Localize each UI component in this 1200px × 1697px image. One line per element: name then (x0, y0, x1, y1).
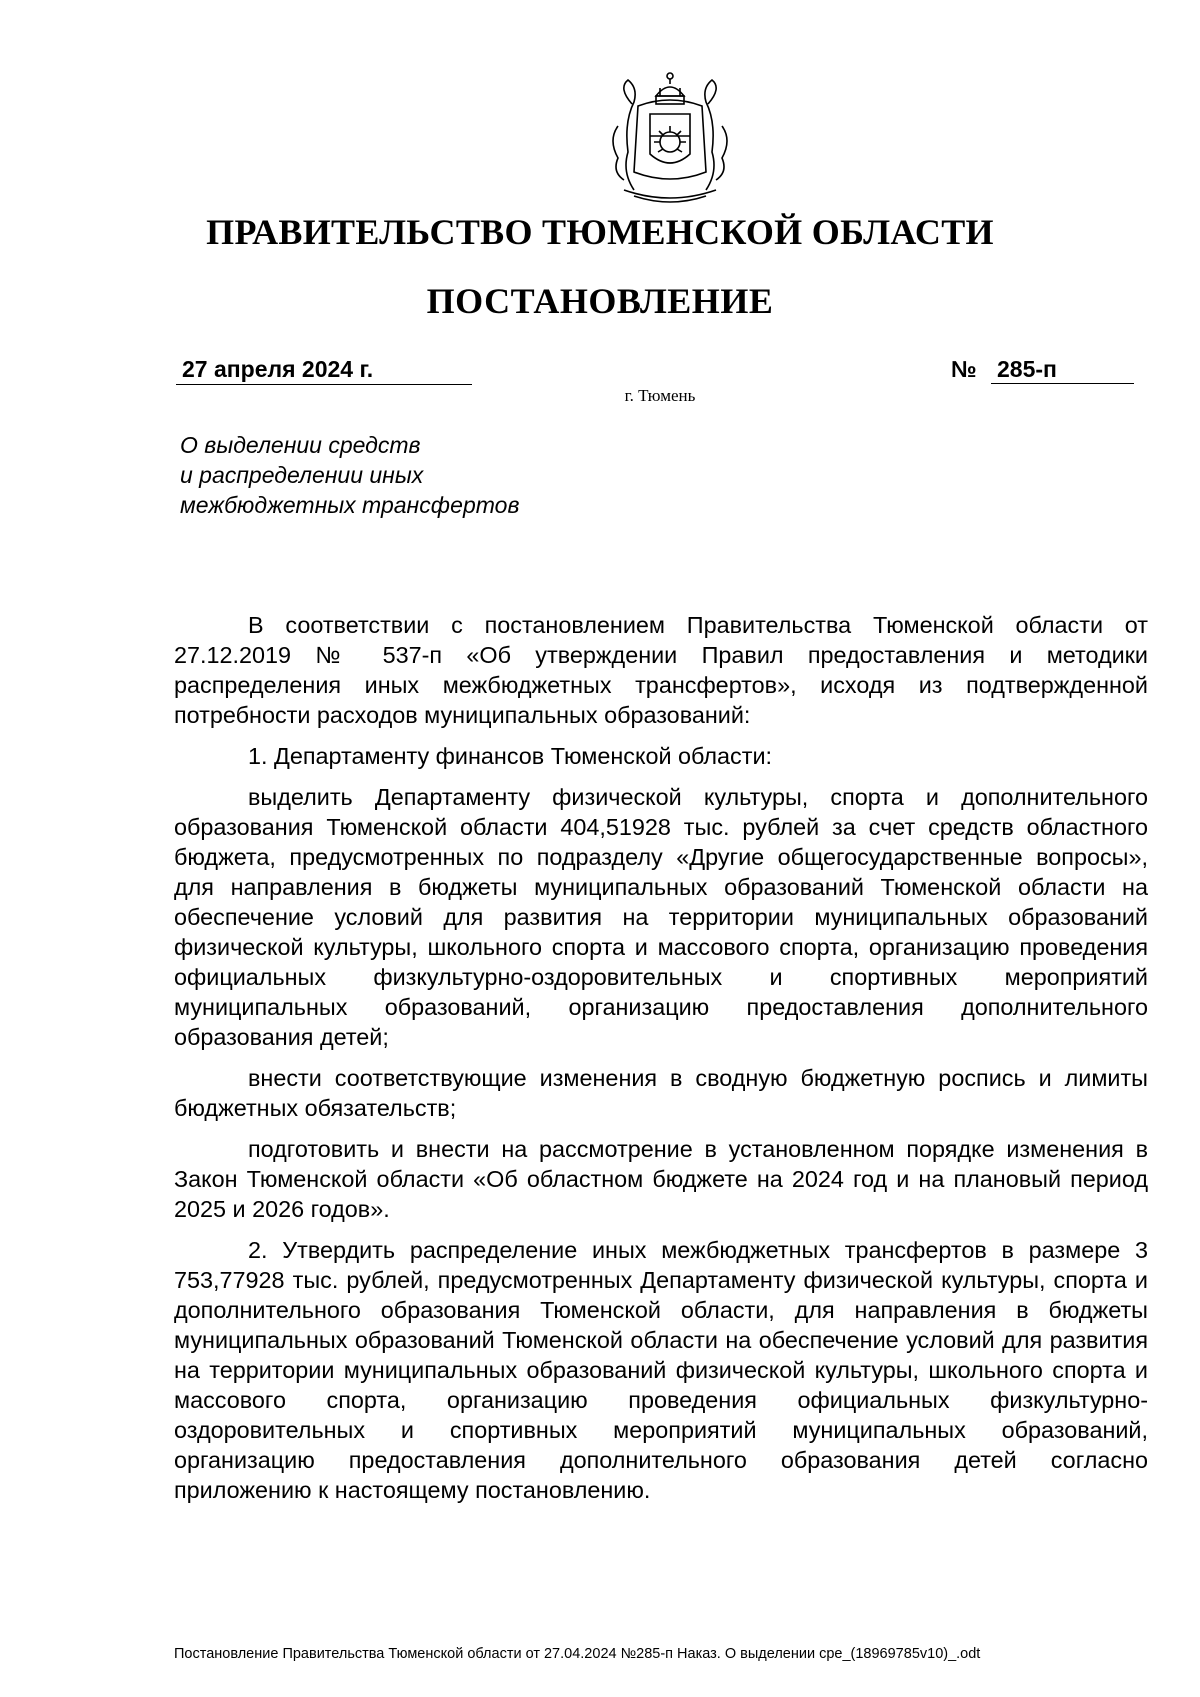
number-sign: № (951, 356, 977, 382)
body-paragraph: 2. Утвердить распределение иных межбюджетных трансфертов в размере 3 753,77928 тыс. рублей, предусмотренных Департаменту физической культуры, спорта и дополнительного образования Тюменской области, для направления в бюджеты муниципальных образований Тюменской области на обеспечение условий для развития на территории муниципальных образований физической культуры, школьного спорта и массового спорта, организацию проведения официальных физкультурно-оздоровительных и спортивных мероприятий муниципальных образований, организацию предоставления дополнительного образования детей согласно приложению к настоящему постановлению. (174, 1237, 1148, 1503)
body-paragraph: В соответствии с постановлением Правительства Тюменской области от 27.12.2019 № 537-п «Об утверждении Правил предоставления и методики распределения иных межбюджетных трансфертов», исходя из подтвержденной потребности расходов муниципальных образований: (174, 612, 1148, 728)
city-label: г. Тюмень (624, 386, 696, 405)
body-paragraph: внести соответствующие изменения в сводную бюджетную роспись и лимиты бюджетных обязательств; (174, 1065, 1148, 1121)
document-number-block (951, 354, 1134, 384)
body-paragraph: 1. Департаменту финансов Тюменской области: (248, 743, 773, 769)
body-paragraph: выделить Департаменту физической культуры, спорта и дополнительного образования Тюменской области 404,51928 тыс. рублей за счет средств областного бюджета, предусмотренных по подразделу «Другие общегосударственные вопросы», для направления в бюджеты муниципальных образований Тюменской области на обеспечение условий для развития на территории муниципальных образований физической культуры, школьного спорта и массового спорта, организацию проведения официальных физкультурно-оздоровительных и спортивных мероприятий муниципальных образований, организацию предоставления дополнительного образования детей; (174, 784, 1148, 1050)
document-number: 285-п (991, 354, 1134, 384)
page-footer: Постановление Правительства Тюменской области от 27.04.2024 №285-п Наказ. О выделении сре_(18969785v10)_.odt (174, 1646, 981, 1662)
organization-title: ПРАВИТЕЛЬСТВО ТЮМЕНСКОЙ ОБЛАСТИ (206, 212, 994, 252)
document-body (174, 610, 1148, 1516)
document-type-title: ПОСТАНОВЛЕНИЕ (426, 281, 774, 321)
document-subject (180, 430, 700, 520)
subject-line: О выделении средств (180, 432, 421, 458)
document-date: 27 апреля 2024 г. (176, 354, 472, 385)
subject-line: и распределении иных (180, 462, 424, 488)
coat-of-arms-icon (594, 62, 746, 214)
subject-line: межбюджетных трансфертов (180, 492, 520, 518)
body-paragraph: подготовить и внести на рассмотрение в установленном порядке изменения в Закон Тюменской области «Об областном бюджете на 2024 год и на плановый период 2025 и 2026 годов». (174, 1136, 1148, 1222)
